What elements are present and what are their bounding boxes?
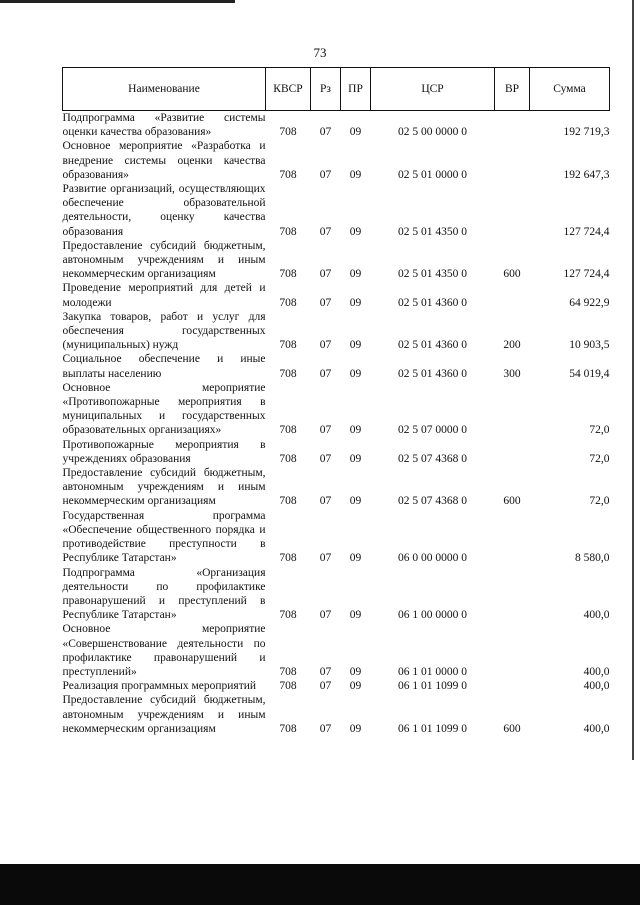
table-row — [63, 239, 610, 282]
table-row — [63, 679, 610, 693]
cell-vr: 600 — [503, 722, 521, 735]
cell-csr: 06 1 01 1099 0 — [398, 722, 467, 735]
cell-csr: 02 5 01 4350 0 — [398, 225, 467, 238]
cell-sum: 192 719,3 — [563, 126, 610, 139]
cell-pr: 09 — [349, 367, 362, 380]
cell-vr: 600 — [503, 268, 521, 281]
table-body — [63, 111, 610, 736]
table-row — [63, 381, 610, 438]
scan-edge-bottom — [0, 864, 640, 905]
cell-rz: 07 — [319, 495, 332, 508]
cell-csr: 02 5 01 0000 0 — [398, 168, 467, 181]
cell-pr: 09 — [349, 495, 362, 508]
cell-pr: 09 — [349, 168, 362, 181]
cell-kvsr: 708 — [279, 424, 297, 437]
cell-csr: 06 0 00 0000 0 — [398, 552, 467, 565]
header-pr: ПР — [341, 68, 371, 111]
cell-pr: 09 — [349, 609, 362, 622]
cell-sum: 400,0 — [583, 680, 610, 693]
table-row — [63, 693, 610, 736]
cell-kvsr: 708 — [279, 339, 297, 352]
cell-pr: 09 — [349, 339, 362, 352]
cell-sum: 400,0 — [583, 665, 610, 678]
cell-sum: 127 724,4 — [563, 268, 610, 281]
cell-rz: 07 — [319, 609, 332, 622]
cell-name: Проведение мероприятий для детей и молодежи — [62, 282, 266, 309]
cell-vr — [495, 139, 530, 182]
cell-kvsr: 708 — [279, 680, 297, 693]
cell-sum: 400,0 — [583, 722, 610, 735]
cell-vr: 200 — [503, 339, 521, 352]
table-row — [63, 111, 610, 140]
cell-sum: 72,0 — [589, 495, 610, 508]
table-row — [63, 566, 610, 623]
cell-name: Подпрограмма «Развитие системы оценки качества образования» — [62, 112, 266, 139]
cell-pr: 09 — [349, 126, 362, 139]
table-row — [63, 622, 610, 679]
table-row — [63, 281, 610, 309]
cell-rz: 07 — [319, 452, 332, 465]
cell-pr: 09 — [349, 424, 362, 437]
cell-rz: 07 — [319, 339, 332, 352]
cell-kvsr: 708 — [279, 168, 297, 181]
cell-sum: 64 922,9 — [569, 296, 610, 309]
cell-pr: 09 — [349, 665, 362, 678]
cell-name: Основное мероприятие «Противопожарные мероприятия в муниципальных и государственных образовательных организациях» — [62, 381, 266, 437]
cell-kvsr: 708 — [279, 268, 297, 281]
cell-rz: 07 — [319, 367, 332, 380]
cell-rz: 07 — [319, 168, 332, 181]
header-rz: Рз — [311, 68, 341, 111]
cell-sum: 400,0 — [583, 609, 610, 622]
cell-csr: 02 5 01 4350 0 — [398, 268, 467, 281]
cell-kvsr: 708 — [279, 665, 297, 678]
cell-sum: 10 903,5 — [569, 339, 610, 352]
cell-kvsr: 708 — [279, 296, 297, 309]
cell-rz: 07 — [319, 680, 332, 693]
cell-name: Основное мероприятие «Совершенствование деятельности по профилактике правонарушений и преступлений» — [62, 623, 266, 678]
cell-pr: 09 — [349, 225, 362, 238]
cell-csr: 02 5 00 0000 0 — [398, 126, 467, 139]
cell-pr: 09 — [349, 722, 362, 735]
table-row — [63, 352, 610, 380]
cell-vr — [495, 622, 530, 679]
table-row — [63, 466, 610, 509]
cell-pr: 09 — [349, 680, 362, 693]
cell-sum: 192 647,3 — [563, 168, 610, 181]
cell-rz: 07 — [319, 665, 332, 678]
cell-name: Закупка товаров, работ и услуг для обеспечения государственных (муниципальных) нужд — [62, 310, 266, 352]
cell-name: Реализация программных мероприятий — [62, 680, 257, 693]
cell-vr — [495, 438, 530, 466]
cell-csr: 02 5 07 0000 0 — [398, 424, 467, 437]
cell-kvsr: 708 — [279, 367, 297, 380]
cell-csr: 02 5 01 4360 0 — [398, 367, 467, 380]
header-row — [63, 68, 610, 111]
cell-name: Противопожарные мероприятия в учреждениях образования — [62, 438, 266, 465]
table-row — [63, 438, 610, 466]
cell-rz: 07 — [319, 126, 332, 139]
table-header — [63, 68, 610, 111]
cell-vr — [495, 509, 530, 566]
cell-name: Предоставление субсидий бюджетным, автономным учреждениям и иным некоммерческим организациям — [62, 239, 266, 281]
table-row — [63, 310, 610, 353]
header-name: Наименование — [63, 68, 266, 111]
cell-csr: 02 5 01 4360 0 — [398, 339, 467, 352]
cell-csr: 02 5 07 4368 0 — [398, 495, 467, 508]
cell-rz: 07 — [319, 225, 332, 238]
cell-sum: 54 019,4 — [569, 367, 610, 380]
budget-table — [62, 67, 610, 736]
scan-edge-top — [0, 0, 235, 3]
cell-sum: 72,0 — [589, 424, 610, 437]
table-row — [63, 182, 610, 239]
header-vr: ВР — [495, 68, 530, 111]
cell-vr — [495, 381, 530, 438]
cell-sum: 127 724,4 — [563, 225, 610, 238]
cell-pr: 09 — [349, 268, 362, 281]
cell-pr: 09 — [349, 296, 362, 309]
cell-name: Основное мероприятие «Разработка и внедрение системы оценки качества образования» — [62, 140, 266, 181]
cell-rz: 07 — [319, 296, 332, 309]
cell-pr: 09 — [349, 552, 362, 565]
cell-rz: 07 — [319, 424, 332, 437]
cell-rz: 07 — [319, 268, 332, 281]
cell-vr: 300 — [503, 367, 521, 380]
cell-kvsr: 708 — [279, 722, 297, 735]
cell-kvsr: 708 — [279, 495, 297, 508]
cell-vr — [495, 566, 530, 623]
cell-name: Подпрограмма «Организация деятельности по профилактике правонарушений и преступлений в Республике Татарстан» — [62, 566, 266, 622]
cell-vr — [495, 281, 530, 309]
cell-kvsr: 708 — [279, 452, 297, 465]
cell-csr: 06 1 01 1099 0 — [398, 680, 467, 693]
cell-rz: 07 — [319, 722, 332, 735]
cell-vr — [495, 111, 530, 140]
cell-sum: 8 580,0 — [575, 552, 610, 565]
cell-kvsr: 708 — [279, 609, 297, 622]
cell-csr: 06 1 00 0000 0 — [398, 609, 467, 622]
cell-kvsr: 708 — [279, 552, 297, 565]
cell-name: Предоставление субсидий бюджетным, автономным учреждениям и иным некоммерческим организациям — [62, 467, 266, 508]
cell-pr: 09 — [349, 452, 362, 465]
header-csr: ЦСР — [371, 68, 495, 111]
page-number: 73 — [313, 45, 327, 60]
table-row — [63, 139, 610, 182]
cell-csr: 02 5 07 4368 0 — [398, 452, 467, 465]
cell-vr: 600 — [503, 495, 521, 508]
header-sum: Сумма — [530, 68, 610, 111]
cell-name: Развитие организаций, осуществляющих обеспечение образовательной деятельности, оценку качества образования — [62, 183, 266, 238]
cell-name: Государственная программа «Обеспечение общественного порядка и противодействие преступности в Республике Татарстан» — [62, 509, 266, 565]
cell-vr — [495, 679, 530, 693]
cell-csr: 02 5 01 4360 0 — [398, 296, 467, 309]
cell-kvsr: 708 — [279, 126, 297, 139]
cell-vr — [495, 182, 530, 239]
header-kvsr: КВСР — [266, 68, 311, 111]
cell-rz: 07 — [319, 552, 332, 565]
scan-edge-right — [632, 0, 634, 760]
cell-sum: 72,0 — [589, 452, 610, 465]
table-row — [63, 509, 610, 566]
cell-csr: 06 1 01 0000 0 — [398, 665, 467, 678]
cell-name: Предоставление субсидий бюджетным, автономным учреждениям и иным некоммерческим организациям — [62, 694, 266, 735]
cell-kvsr: 708 — [279, 225, 297, 238]
cell-name: Социальное обеспечение и иные выплаты населению — [62, 353, 266, 380]
